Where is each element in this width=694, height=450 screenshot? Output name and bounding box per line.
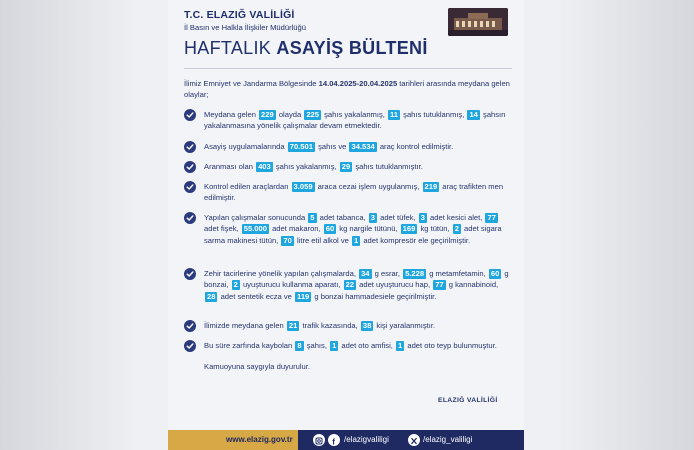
bulletin-item-text xyxy=(204,268,514,302)
item-text-segment: Bu süre zarfında kaybolan xyxy=(204,341,295,350)
item-text-segment: litre etil alkol ve xyxy=(294,235,351,245)
stat-value: 14 xyxy=(469,110,478,119)
building-icon xyxy=(448,8,508,36)
stat-value: 2 xyxy=(233,280,238,290)
item-text-segment: araç kontrol edilmiştir. xyxy=(377,142,454,151)
stat-value: 403 xyxy=(258,162,271,171)
stat-value: 2 xyxy=(454,224,459,234)
item-text-segment: adet tüfek, xyxy=(378,213,418,222)
item-text-segment: kg tütün, xyxy=(418,224,452,234)
item-text-segment: adet oto amfisi, xyxy=(339,341,396,350)
x-twitter-icon[interactable] xyxy=(408,434,420,446)
title-plain: HAFTALIK xyxy=(184,38,277,58)
check-icon xyxy=(184,181,196,193)
item-text-segment: kişi yaralanmıştır. xyxy=(374,321,436,330)
closing-text: Kamuoyuna saygıyla duyurulur. xyxy=(204,362,310,371)
item-text-segment: adet kompresör ele geçirilmiştir. xyxy=(361,235,471,245)
item-text-segment: adet oto teyp bulunmuştur. xyxy=(405,341,497,350)
bulletin-document xyxy=(168,0,524,450)
stat-value: 77 xyxy=(435,280,444,290)
bulletin-title xyxy=(184,38,428,59)
title-bold: ASAYİŞ BÜLTENİ xyxy=(276,38,428,58)
item-text-segment: şahıs yakalanmış, xyxy=(273,162,339,171)
stat-value: 22 xyxy=(345,280,355,290)
item-text-segment: adet uyuşturucu hap, xyxy=(357,280,433,290)
website-link[interactable]: www.elazig.gov.tr xyxy=(226,435,293,444)
item-text-segment: g esrar, xyxy=(372,269,403,278)
stat-value: 1 xyxy=(398,341,403,350)
stat-value: 219 xyxy=(424,182,438,191)
item-text-segment: şahıs ve xyxy=(315,142,349,151)
stat-value: 11 xyxy=(390,110,399,119)
item-text-segment: İlimizde meydana gelen xyxy=(204,321,286,330)
stat-value: 21 xyxy=(288,321,298,330)
stat-value: 28 xyxy=(207,291,216,301)
org-name: T.C. ELAZIĞ VALİLİĞİ xyxy=(184,9,295,21)
stat-value: 1 xyxy=(332,341,337,350)
item-text-segment: kg nargile tütünü, xyxy=(337,224,400,234)
social-handle-2[interactable]: /elazig_valiligi xyxy=(423,435,473,444)
item-text-segment: g kannabinoid, xyxy=(446,280,499,290)
item-text-segment: adet fişek, xyxy=(204,224,241,234)
stat-value: 34.534 xyxy=(351,142,375,151)
stat-value: 169 xyxy=(402,224,416,234)
item-text-segment: olayda xyxy=(276,110,304,119)
stat-value: 29 xyxy=(341,162,351,171)
facebook-icon[interactable] xyxy=(328,434,340,446)
stat-value: 3.059 xyxy=(293,182,313,191)
check-icon xyxy=(184,109,196,121)
item-text-segment: g metamfetamin, xyxy=(427,269,488,278)
item-text-segment: Kontrol edilen araçlardan xyxy=(204,182,291,191)
bulletin-item-text xyxy=(204,141,514,152)
stat-value: 119 xyxy=(297,291,310,301)
stat-value: 38 xyxy=(362,321,372,330)
item-text-segment: adet sentetik ecza ve xyxy=(218,291,295,301)
stat-value: 77 xyxy=(487,213,496,222)
item-text-segment: Aranması olan xyxy=(204,162,256,171)
item-text-segment: Asayiş uygulamalarında xyxy=(204,142,287,151)
intro-text: İlimiz Emniyet ve Jandarma Bölgesinde 14.04.2025-20.04.2025 tarihleri arasında meydana gelen olaylar; xyxy=(184,79,510,99)
bulletin-item-text xyxy=(204,340,514,351)
stat-value: 60 xyxy=(490,269,500,278)
bulletin-item-text xyxy=(204,181,514,204)
department-name: İl Basın ve Halkla İlişkiler Müdürlüğü xyxy=(184,23,306,32)
item-text-segment: şahıs, xyxy=(304,341,330,350)
item-text-segment: adet makaron, xyxy=(269,224,323,234)
stat-value: 34 xyxy=(361,269,370,278)
check-icon xyxy=(184,320,196,332)
footer xyxy=(168,430,524,450)
stat-value: 70.501 xyxy=(289,142,313,151)
stat-value: 5 xyxy=(310,213,315,222)
item-text-segment: adet sigara sarma makinesi tütün, xyxy=(204,224,502,245)
item-text-segment: Yapılan çalışmalar sonucunda xyxy=(204,213,308,222)
social-handle-1[interactable]: /elazigvaliligi xyxy=(344,435,389,444)
item-text-segment: şahıs tutuklanmış, xyxy=(401,110,467,119)
bulletin-item-text xyxy=(204,320,514,331)
stat-value: 5.228 xyxy=(405,269,425,278)
item-text-segment: şahıs yakalanmış, xyxy=(322,110,387,119)
check-icon xyxy=(184,161,196,173)
bulletin-item-text xyxy=(204,109,514,132)
date-range: 14.04.2025-20.04.2025 xyxy=(318,79,398,88)
check-icon xyxy=(184,212,196,224)
item-text-segment: adet kesici alet, xyxy=(427,213,485,222)
header-divider xyxy=(184,68,512,69)
stat-value: 225 xyxy=(306,110,319,119)
stat-value: 55.000 xyxy=(243,224,267,234)
item-text-segment: g bonzai, xyxy=(204,269,509,290)
bulletin-item-text xyxy=(204,161,514,172)
check-icon xyxy=(184,340,196,352)
stat-value: 8 xyxy=(297,341,302,350)
item-text-segment: şahıs tutuklanmıştır. xyxy=(353,162,423,171)
stat-value: 3 xyxy=(370,213,375,222)
item-text-segment: uyuşturucu kullanma aparatı, xyxy=(240,280,343,290)
stat-value: 229 xyxy=(261,110,274,119)
item-text-segment: Meydana gelen xyxy=(204,110,259,119)
check-icon xyxy=(184,141,196,153)
item-text-segment: trafik kazasında, xyxy=(300,321,360,330)
item-text-segment: g bonzai hammadesiele geçirilmiştir. xyxy=(312,291,437,301)
governorship-building-logo xyxy=(448,8,508,36)
svg-text:f: f xyxy=(332,437,335,447)
signature: ELAZIĞ VALİLİĞİ xyxy=(438,397,498,404)
item-text-segment: şahsın yakalanmasına yönelik çalışmalar devam etmektedir. xyxy=(204,110,506,131)
stat-value: 1 xyxy=(353,235,359,245)
instagram-icon[interactable] xyxy=(313,434,325,446)
item-text-segment: adet tabanca, xyxy=(317,213,368,222)
stat-value: 70 xyxy=(283,235,292,245)
stat-value: 3 xyxy=(420,213,425,222)
check-icon xyxy=(184,268,196,280)
item-text-segment: araca cezai işlem uygulanmış, xyxy=(315,182,422,191)
item-text-segment: araç trafikten men edilmiştir. xyxy=(204,182,504,203)
item-text-segment: Zehir tacirlerine yönelik yapılan çalışmalarda, xyxy=(204,269,359,278)
stat-value: 60 xyxy=(325,224,335,234)
bulletin-item-text xyxy=(204,212,514,246)
